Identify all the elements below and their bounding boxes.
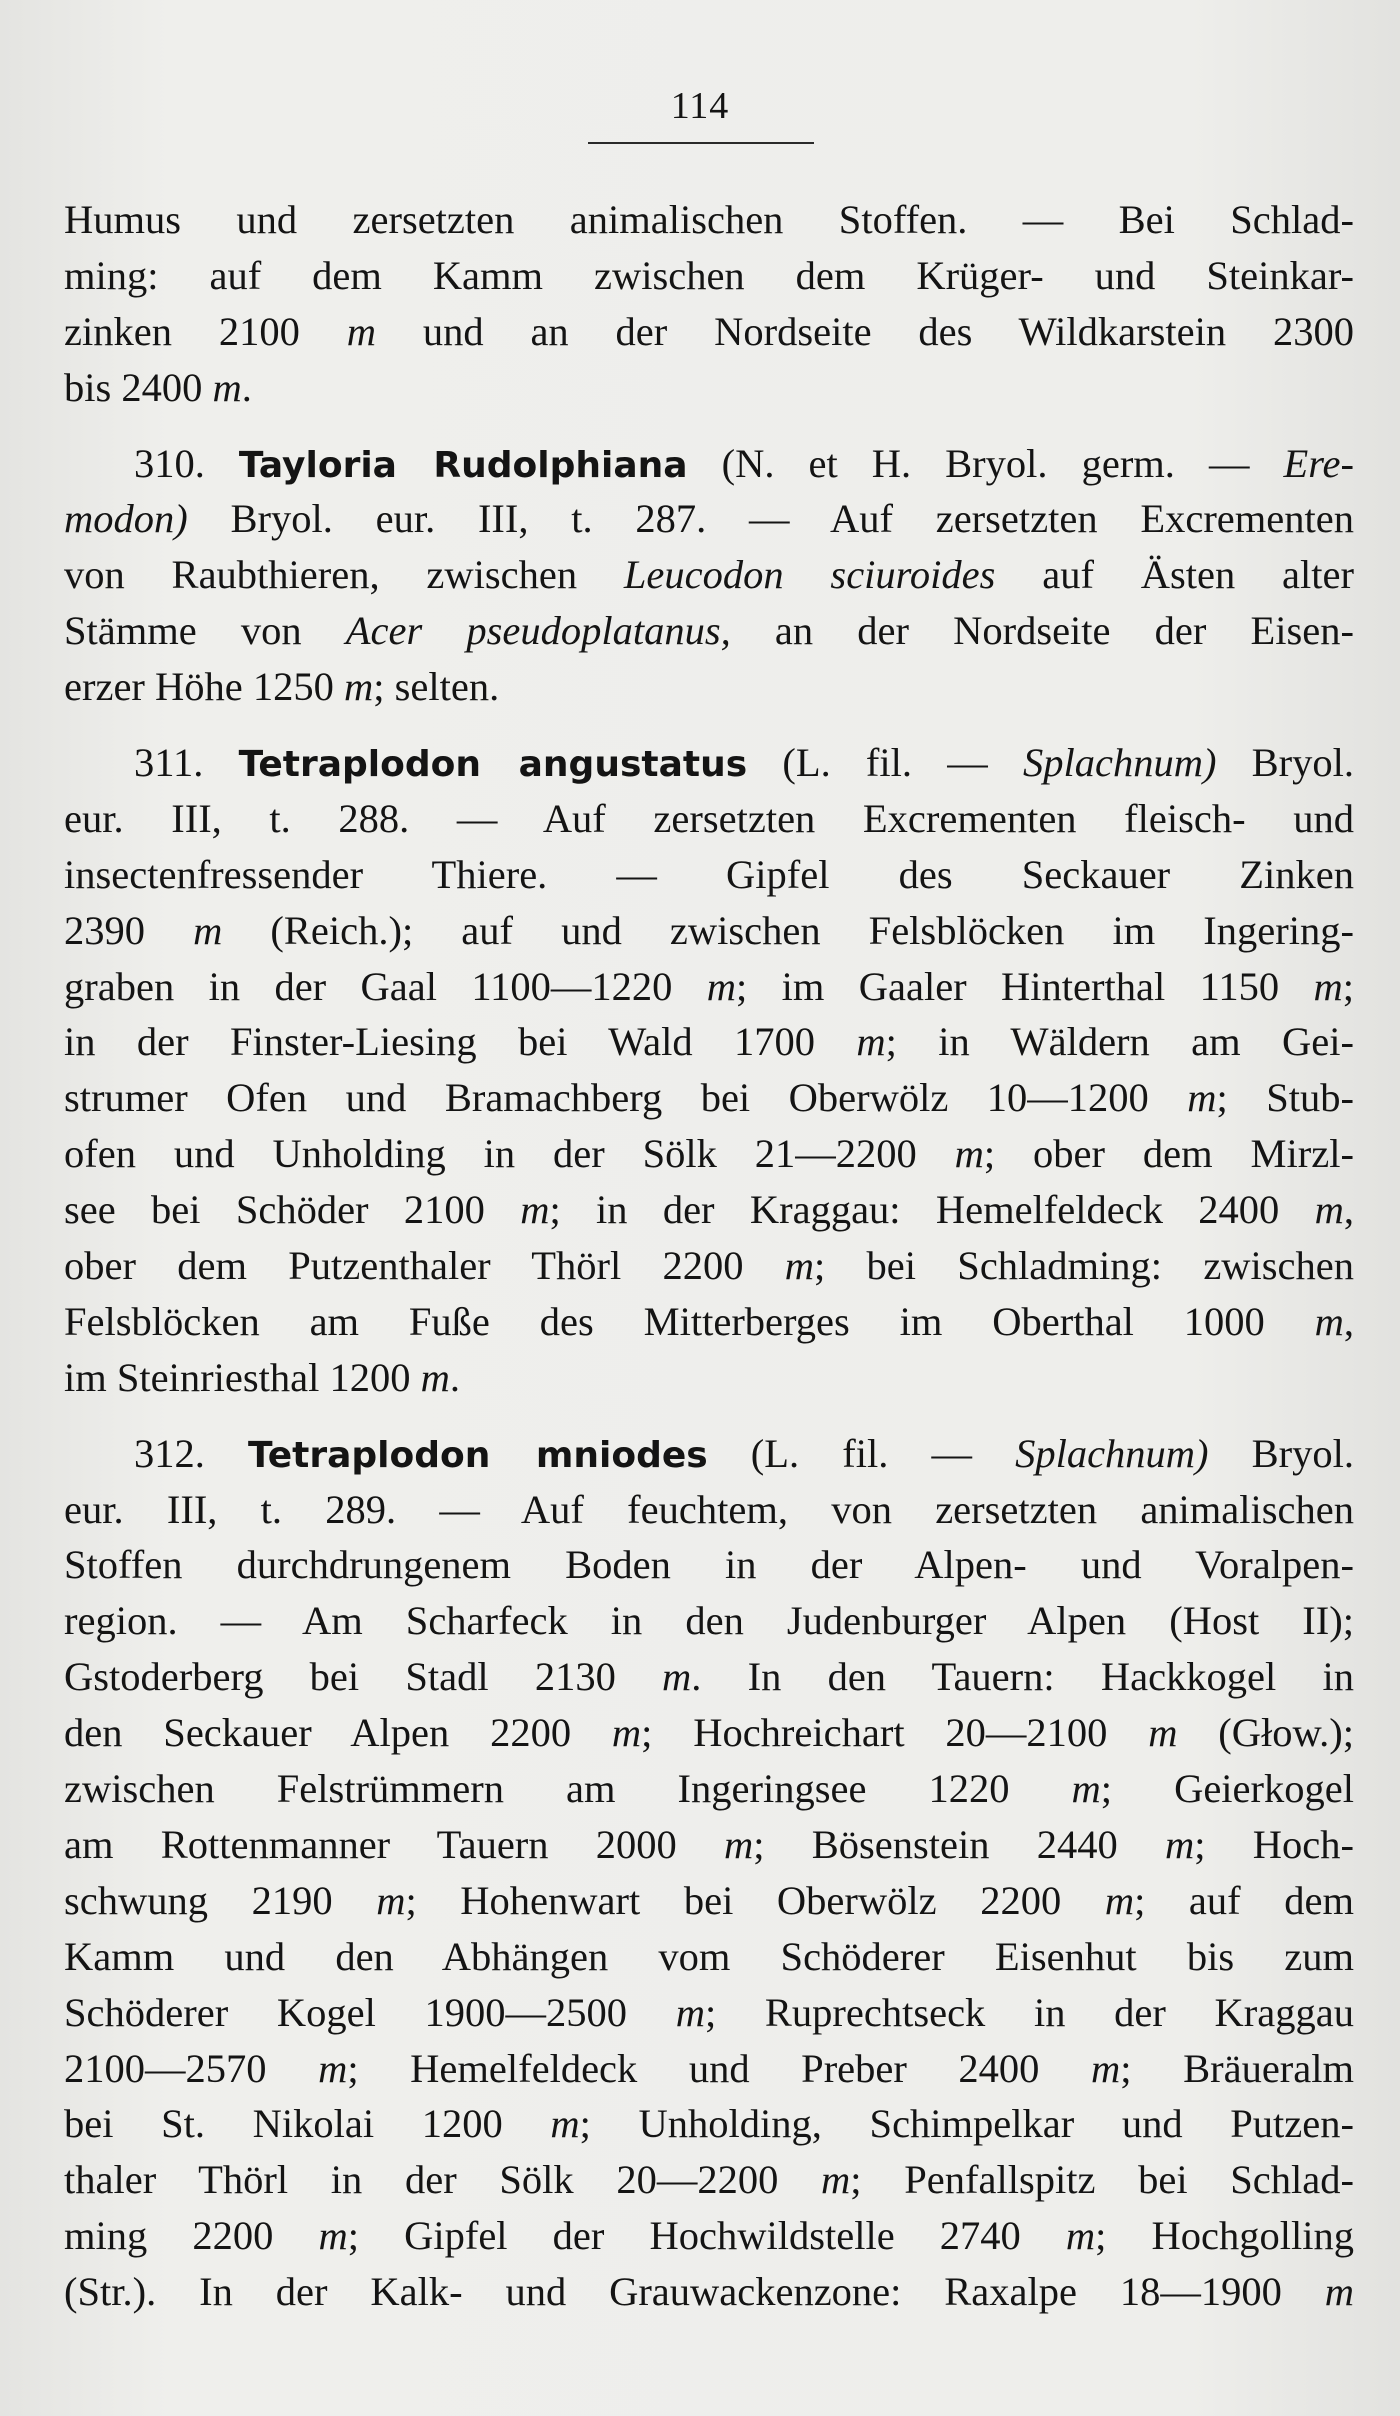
species-name: Tetraplodon mniodes <box>247 1434 708 1476</box>
text-segment: schwung 2190 <box>64 1877 377 1923</box>
text-segment: auf Ästen alter <box>995 552 1354 598</box>
text-line <box>64 959 1354 1015</box>
text-segment: Bryol. eur. III, t. 287. — Auf zersetzten Excrementen <box>187 496 1354 542</box>
italic-text: m <box>1313 963 1343 1009</box>
text-line <box>64 791 1354 847</box>
text-line <box>64 1126 1354 1182</box>
text-line <box>64 2264 1354 2320</box>
text-segment: 2390 <box>64 907 194 953</box>
italic-text: m <box>212 364 242 410</box>
text-segment: ; Bräueralm <box>1120 2045 1355 2091</box>
text-segment: (L. fil. — <box>707 1430 1016 1476</box>
text-segment: ofen und Unholding in der Sölk 21—2200 <box>64 1131 955 1177</box>
italic-text: m <box>784 1243 815 1289</box>
text-line <box>64 1070 1354 1126</box>
text-segment: ; Gipfel der Hochwildstelle 2740 <box>347 2213 1066 2259</box>
text-segment: ; selten. <box>373 664 500 710</box>
text-segment: ; Hochgolling <box>1095 2213 1354 2259</box>
text-segment: im Steinriesthal 1200 <box>64 1354 421 1400</box>
text-segment: see bei Schöder 2100 <box>64 1187 521 1233</box>
italic-text: m <box>1187 1075 1217 1121</box>
text-line <box>64 1294 1354 1350</box>
text-segment: , <box>1343 1298 1354 1344</box>
text-segment: Stämme von <box>64 608 346 654</box>
italic-text: m <box>724 1821 754 1867</box>
text-segment: Bryol. <box>1216 740 1355 786</box>
italic-text: Splachnum) <box>1022 740 1217 786</box>
text-segment: 2100—2570 <box>64 2045 319 2091</box>
text-segment: Humus und zersetzten animalischen Stoffen. — Bei Schlad- <box>64 197 1354 242</box>
text-line <box>64 192 1354 248</box>
text-line <box>64 1482 1354 1538</box>
text-segment: bei St. Nikolai 1200 <box>64 2101 551 2147</box>
text-segment: von Raubthieren, zwischen <box>64 552 624 598</box>
text-segment: thaler Thörl in der Sölk 20—2200 <box>64 2157 822 2203</box>
text-segment: ; ober dem Mirzl- <box>983 1131 1354 1177</box>
text-segment: 311. <box>134 740 239 786</box>
text-line <box>64 2041 1354 2097</box>
text-segment: Bryol. <box>1208 1430 1355 1476</box>
text-segment: (L. fil. — <box>747 740 1023 786</box>
italic-text: m <box>1165 1821 1195 1867</box>
text-segment: ; Hemelfeldeck und Preber 2400 <box>347 2045 1092 2091</box>
italic-text: m <box>1324 2269 1354 2315</box>
text-segment: . <box>449 1354 460 1400</box>
text-line <box>64 1985 1354 2041</box>
text-line <box>64 2208 1354 2264</box>
text-line <box>64 1238 1354 1294</box>
text-segment: . In den Tauern: Hackkogel in <box>691 1654 1355 1700</box>
text-segment: den Seckauer Alpen 2200 <box>64 1710 612 1756</box>
text-segment: ; Stub- <box>1216 1075 1354 1121</box>
text-segment: am Rottenmanner Tauern 2000 <box>64 1821 725 1867</box>
italic-text: m <box>1104 1877 1135 1923</box>
italic-text: modon) <box>64 496 188 542</box>
text-segment: an der Nordseite der Eisen- <box>730 608 1354 654</box>
italic-text: m <box>1314 1298 1344 1344</box>
text-line <box>64 547 1354 603</box>
text-segment: ming: auf dem Kamm zwischen dem Krüger- und Steinkar- <box>64 252 1354 298</box>
text-segment: eur. III, t. 289. — Auf feuchtem, von zersetzten animalischen <box>64 1486 1354 1532</box>
text-segment: ; Hohenwart bei Oberwölz 2200 <box>405 1877 1105 1923</box>
text-line <box>64 1817 1354 1873</box>
text-line <box>64 603 1354 659</box>
italic-text: m <box>611 1710 642 1756</box>
text-line <box>64 1426 1354 1482</box>
text-segment: (Głow.); <box>1177 1710 1354 1756</box>
text-segment: ; bei Schladming: zwischen <box>814 1243 1355 1289</box>
text-line <box>64 1350 1354 1406</box>
text-segment: 310. <box>134 440 239 486</box>
italic-text: m <box>954 1131 984 1177</box>
text-segment: bis 2400 <box>64 364 213 410</box>
text-segment: region. — Am Scharfeck in den Judenburger Alpen (Host II); <box>64 1598 1354 1644</box>
paragraph-gap <box>64 715 1354 735</box>
italic-text: m <box>193 907 223 953</box>
text-segment: ober dem Putzenthaler Thörl 2200 <box>64 1243 785 1289</box>
text-line <box>64 1649 1354 1705</box>
text-line <box>64 1593 1354 1649</box>
species-name: Tetraplodon angustatus <box>238 744 748 786</box>
text-segment: ming 2200 <box>64 2213 319 2259</box>
text-line <box>64 903 1354 959</box>
text-segment: ; in der Kraggau: Hemelfeldeck 2400 <box>549 1187 1315 1233</box>
text-line <box>64 360 1354 416</box>
text-line <box>64 1761 1354 1817</box>
italic-text: m <box>344 664 374 710</box>
text-segment: (Str.). In der Kalk- und Grauwackenzone: Raxalpe 18—1900 <box>64 2269 1325 2315</box>
text-segment: ; Bösenstein 2440 <box>753 1821 1166 1867</box>
italic-text: m <box>346 308 376 354</box>
paragraph-gap <box>64 1406 1354 1426</box>
text-segment: ; Penfallspitz bei Schlad- <box>850 2157 1355 2203</box>
text-segment: ; in Wäldern am Gei- <box>885 1019 1354 1065</box>
italic-text: m <box>1091 2045 1121 2091</box>
text-segment: graben in der Gaal 1100—1220 <box>64 963 707 1009</box>
text-segment: insectenfressender Thiere. — Gipfel des Seckauer Zinken <box>64 851 1354 897</box>
italic-text: m <box>821 2157 851 2203</box>
paragraph-gap <box>64 416 1354 436</box>
body-text <box>64 192 1354 2320</box>
italic-text: m <box>1148 1710 1178 1756</box>
text-segment: (Reich.); auf und zwischen Felsblöcken im Ingering- <box>222 907 1354 953</box>
text-segment: ; im Gaaler Hinterthal 1150 <box>735 963 1314 1009</box>
italic-text: Ere- <box>1283 440 1354 486</box>
text-line <box>64 1182 1354 1238</box>
italic-text: Acer pseudoplatanus, <box>345 608 731 654</box>
text-segment: eur. III, t. 288. — Auf zersetzten Excrementen fleisch- und <box>64 795 1354 841</box>
text-segment: in der Finster-Liesing bei Wald 1700 <box>64 1019 857 1065</box>
text-segment: ; Hoch- <box>1194 1821 1354 1867</box>
text-segment: zinken 2100 <box>64 308 347 354</box>
text-segment: erzer Höhe 1250 <box>64 664 344 710</box>
italic-text: m <box>856 1019 886 1065</box>
italic-text: m <box>550 2101 580 2147</box>
text-segment: ; Ruprechtseck in der Kraggau <box>704 1989 1354 2035</box>
text-line <box>64 735 1354 791</box>
text-segment: Felsblöcken am Fuße des Mitterberges im Oberthal 1000 <box>64 1298 1315 1344</box>
text-line <box>64 436 1354 492</box>
italic-text: m <box>318 2045 348 2091</box>
italic-text: m <box>318 2213 348 2259</box>
text-line <box>64 1014 1354 1070</box>
italic-text: m <box>376 1877 406 1923</box>
italic-text: m <box>662 1654 692 1700</box>
text-line <box>64 659 1354 715</box>
text-segment: (N. et H. Bryol. germ. — <box>687 440 1284 486</box>
italic-text: m <box>520 1187 550 1233</box>
text-line <box>64 304 1354 360</box>
text-line <box>64 1873 1354 1929</box>
italic-text: m <box>706 963 736 1009</box>
italic-text: m <box>1071 1766 1101 1812</box>
italic-text: Splachnum) <box>1015 1430 1209 1476</box>
italic-text: m <box>1065 2213 1096 2259</box>
text-line <box>64 1537 1354 1593</box>
text-segment: Schöderer Kogel 1900—2500 <box>64 1989 676 2035</box>
text-segment: ; Unholding, Schimpelkar und Putzen- <box>579 2101 1354 2147</box>
text-segment: , <box>1343 1187 1355 1233</box>
text-segment: ; Hochreichart 20—2100 <box>641 1710 1149 1756</box>
italic-text: m <box>1314 1187 1344 1233</box>
text-line <box>64 1705 1354 1761</box>
text-segment: 312. <box>134 1430 248 1476</box>
text-segment: zwischen Felstrümmern am Ingeringsee 1220 <box>64 1766 1072 1812</box>
header-rule <box>588 142 814 144</box>
text-segment: strumer Ofen und Bramachberg bei Oberwölz 10—1200 <box>64 1075 1188 1121</box>
species-name: Tayloria Rudolphiana <box>238 444 688 486</box>
italic-text: m <box>420 1354 450 1400</box>
text-line <box>64 847 1354 903</box>
text-line <box>64 491 1354 547</box>
italic-text: m <box>675 1989 705 2035</box>
text-segment: Gstoderberg bei Stadl 2130 <box>64 1654 663 1700</box>
text-line <box>64 1929 1354 1985</box>
text-segment: ; <box>1342 963 1354 1009</box>
text-segment: Stoffen durchdrungenem Boden in der Alpen- und Voralpen- <box>64 1542 1354 1588</box>
text-segment: Kamm und den Abhängen vom Schöderer Eisenhut bis zum <box>64 1933 1354 1979</box>
text-line <box>64 2096 1354 2152</box>
italic-text: Leucodon sciuroides <box>623 552 996 598</box>
page-number: 114 <box>670 85 730 127</box>
text-segment: und an der Nordseite des Wildkarstein 2300 <box>375 308 1354 354</box>
text-line <box>64 2152 1354 2208</box>
text-segment: ; Geierkogel <box>1100 1766 1354 1812</box>
text-segment: . <box>241 364 252 410</box>
text-segment: ; auf dem <box>1134 1877 1354 1923</box>
text-line <box>64 248 1354 304</box>
